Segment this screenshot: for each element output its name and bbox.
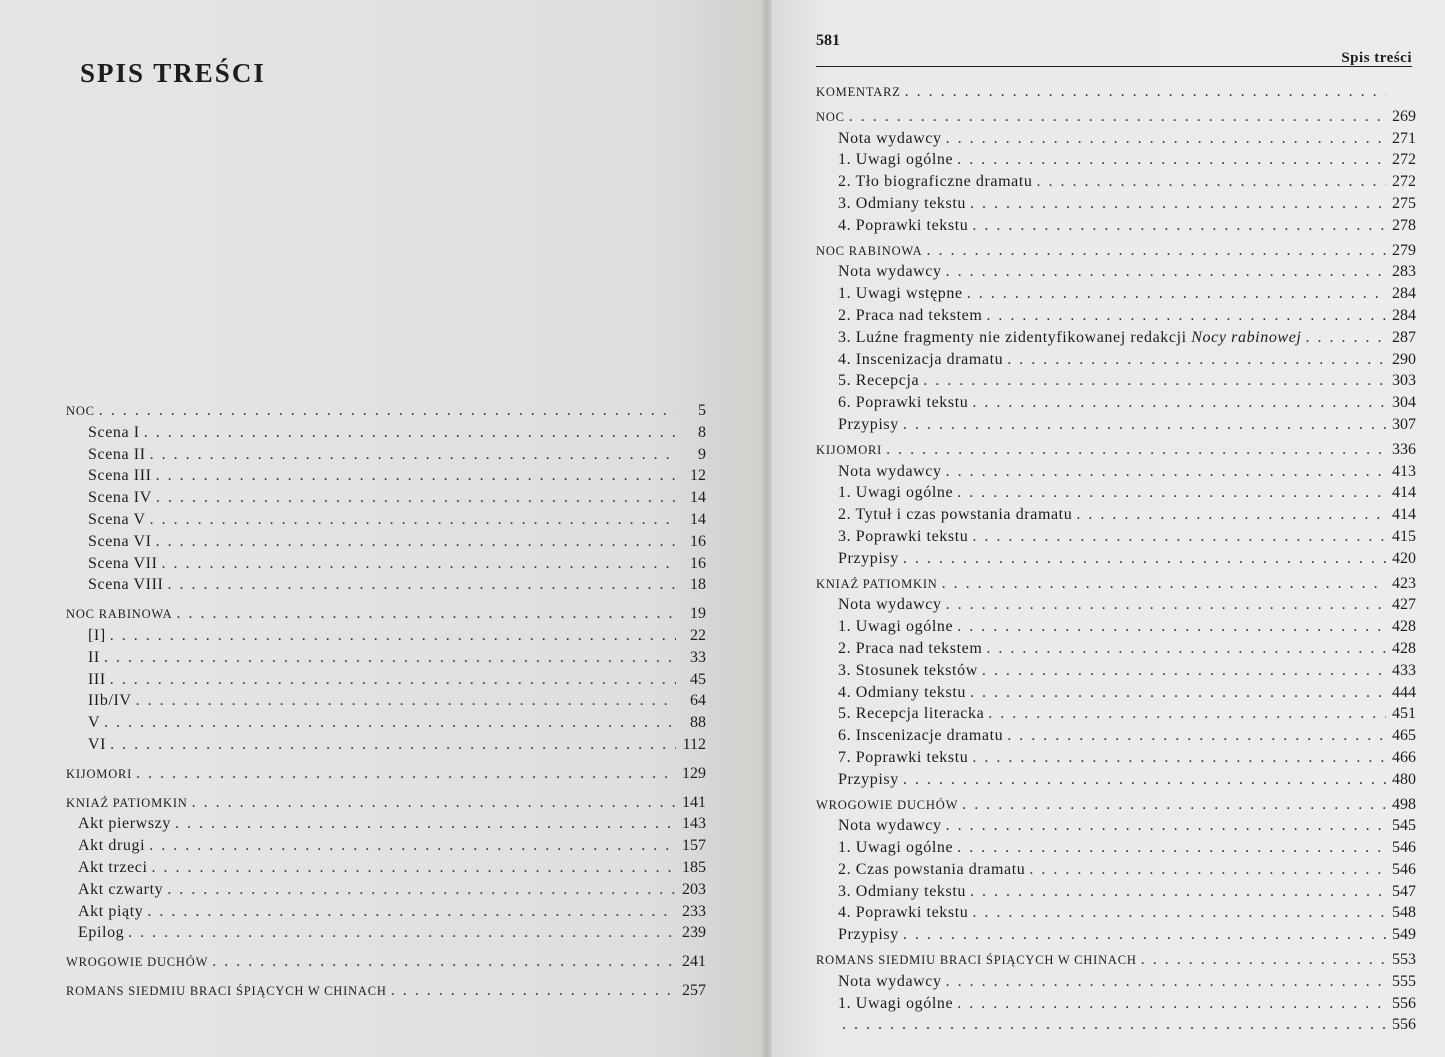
toc-subentry	[66, 669, 706, 691]
toc-subentry	[816, 392, 1416, 414]
dot-leader	[110, 669, 676, 691]
toc-page-number: 466	[1392, 748, 1416, 766]
toc-section-entry	[816, 240, 1416, 262]
toc-page-number: 12	[690, 467, 706, 485]
toc-entry-title: 3. Luźne fragmenty nie zidentyfikowanej redakcji Nocy rabinowej	[838, 328, 1302, 346]
toc-subentry	[816, 971, 1416, 993]
toc-subentry	[816, 660, 1416, 682]
toc-page-number: 414	[1392, 506, 1416, 524]
toc-subentry	[66, 712, 706, 734]
dot-leader	[926, 240, 1386, 262]
dot-leader	[957, 482, 1386, 504]
toc-subentry	[816, 725, 1416, 747]
toc-subentry	[66, 647, 706, 669]
toc-subentry	[816, 193, 1416, 215]
toc-subentry	[816, 504, 1416, 526]
toc-entry-title: Przypisy	[838, 770, 899, 788]
toc-page-number: 414	[1392, 484, 1416, 502]
dot-leader	[104, 647, 676, 669]
dot-leader	[1076, 504, 1386, 526]
toc-entry-title: Scena III	[88, 467, 152, 485]
toc-entry-title: KIJOMORI	[66, 766, 133, 781]
toc-entry-title: 3. Poprawki tekstu	[838, 527, 969, 545]
toc-entry-title: VI	[88, 735, 107, 753]
toc-page-number: 290	[1392, 350, 1416, 368]
dot-leader	[886, 439, 1386, 461]
toc-page-number: 283	[1392, 263, 1416, 281]
toc-page-number: 269	[1392, 107, 1416, 125]
toc-section-entry	[816, 949, 1416, 971]
toc-entry-title: 4. Inscenizacja dramatu	[838, 350, 1004, 368]
dot-leader	[147, 901, 676, 923]
toc-page-number: 307	[1392, 415, 1416, 433]
toc-page-number: 287	[1392, 328, 1416, 346]
toc-subentry	[816, 769, 1416, 791]
toc-page-number: 336	[1392, 440, 1416, 458]
toc-entry-title: KOMENTARZ	[816, 85, 901, 99]
toc-subentry	[816, 1014, 1416, 1036]
toc-page-number: 428	[1392, 639, 1416, 657]
dot-leader	[176, 603, 676, 625]
toc-entry-title: Nota wydawcy	[838, 263, 942, 281]
toc-subentry	[66, 531, 706, 553]
dot-leader	[167, 879, 676, 901]
toc-entry-title: Akt pierwszy	[78, 815, 171, 833]
toc-subentry	[816, 526, 1416, 548]
toc-entry-title: Nota wydawcy	[838, 817, 942, 835]
dot-leader	[150, 444, 676, 466]
toc-subentry	[816, 616, 1416, 638]
toc-subentry	[66, 734, 706, 756]
toc-subentry	[66, 422, 706, 444]
toc-subentry	[66, 835, 706, 857]
toc-page-number: 427	[1392, 596, 1416, 614]
toc-subentry	[816, 837, 1416, 859]
dot-leader	[982, 660, 1386, 682]
dot-leader	[136, 690, 676, 712]
toc-page-number: 546	[1392, 839, 1416, 857]
toc-page-number: 279	[1392, 241, 1416, 259]
toc-entry-title: III	[88, 670, 106, 688]
toc-entry-title: II	[88, 648, 100, 666]
dot-leader	[1029, 859, 1386, 881]
dot-leader	[972, 526, 1386, 548]
toc-page-number: 141	[682, 793, 706, 811]
toc-entry-title: 1. Uwagi ogólne	[838, 484, 954, 502]
dot-leader	[905, 81, 1386, 103]
toc-section-entry	[66, 400, 706, 422]
toc-entry-title: 3. Odmiany tekstu	[838, 882, 966, 900]
dot-leader	[167, 574, 676, 596]
dot-leader	[946, 971, 1386, 993]
toc-entry-title: 3. Odmiany tekstu	[838, 194, 966, 212]
toc-entry-title: 3. Stosunek tekstów	[838, 661, 978, 679]
toc-entry-title: V	[88, 714, 101, 732]
dot-leader	[1007, 725, 1386, 747]
toc-entry-title: Scena VII	[88, 554, 158, 572]
dot-leader	[942, 573, 1386, 595]
toc-entry-title: 1. Uwagi ogólne	[838, 151, 954, 169]
toc-page-number: 545	[1392, 817, 1416, 835]
toc-page-number: 129	[682, 764, 706, 782]
dot-leader	[150, 509, 676, 531]
toc-entry-title: KNIAŹ PATIOMKIN	[816, 576, 938, 591]
toc-page-number: 304	[1392, 394, 1416, 412]
toc-page-number: 16	[690, 554, 706, 572]
dot-leader	[972, 215, 1386, 237]
toc-page-number: 451	[1392, 705, 1416, 723]
toc-page-number: 278	[1392, 216, 1416, 234]
dot-leader	[972, 392, 1386, 414]
toc-subentry	[816, 859, 1416, 881]
toc-subentry	[816, 414, 1416, 436]
toc-entry-title: Nota wydawcy	[838, 972, 942, 990]
page-number: 581	[816, 32, 840, 49]
toc-entry-title: 1. Uwagi ogólne	[838, 839, 954, 857]
toc-entry-title: Scena VIII	[88, 576, 164, 594]
toc-entry-title: 2. Praca nad tekstem	[838, 306, 983, 324]
toc-page-number: 9	[698, 445, 706, 463]
toc-entry-title: 6. Poprawki tekstu	[838, 394, 969, 412]
running-head-title: Spis treści	[1341, 50, 1412, 66]
toc-entry-title: Nota wydawcy	[838, 596, 942, 614]
toc-page-number: 112	[682, 735, 706, 753]
toc-subentry	[66, 879, 706, 901]
toc-subentry	[816, 902, 1416, 924]
toc-section-entry	[66, 763, 706, 785]
toc-page-number: 555	[1392, 972, 1416, 990]
toc-page-number: 5	[698, 402, 706, 419]
toc-section-entry	[816, 106, 1416, 128]
toc-entry-title: Scena VI	[88, 532, 152, 550]
toc-subentry	[66, 857, 706, 879]
dot-leader	[156, 465, 676, 487]
dot-leader	[104, 712, 676, 734]
toc-page-number: 88	[690, 714, 706, 732]
dot-leader	[986, 305, 1386, 327]
dot-leader	[903, 414, 1386, 436]
dot-leader	[175, 813, 676, 835]
toc-subentry	[816, 924, 1416, 946]
toc-page-number: 45	[690, 670, 706, 688]
toc-page-number: 33	[690, 648, 706, 666]
toc-entry-title: Przypisy	[838, 549, 899, 567]
toc-entry-title: Nota wydawcy	[838, 462, 942, 480]
dot-leader	[1007, 349, 1386, 371]
toc-page-number: 546	[1392, 860, 1416, 878]
toc-page-number: 275	[1392, 194, 1416, 212]
dot-leader	[903, 924, 1386, 946]
dot-leader	[970, 881, 1386, 903]
toc-entry-title: Scena IV	[88, 489, 152, 507]
dot-leader	[149, 835, 676, 857]
dot-leader	[970, 682, 1386, 704]
toc-entry-title: 4. Poprawki tekstu	[838, 216, 969, 234]
dot-leader	[110, 625, 676, 647]
dot-leader	[391, 980, 676, 1002]
toc-section-entry	[816, 439, 1416, 461]
toc-section-entry	[816, 794, 1416, 816]
toc-subentry	[816, 548, 1416, 570]
toc-page-number: 428	[1392, 618, 1416, 636]
toc-page-number: 272	[1392, 151, 1416, 169]
toc-subentry	[816, 171, 1416, 193]
toc-entry-title: KNIAŹ PATIOMKIN	[66, 795, 188, 810]
toc-entry-title: 2. Tło biograficzne dramatu	[838, 173, 1033, 191]
toc-entry-title: 2. Praca nad tekstem	[838, 639, 983, 657]
toc-entry-title: NOC RABINOWA	[816, 243, 923, 258]
toc-entry-title: 1. Uwagi ogólne	[838, 618, 954, 636]
toc-entry-title: Akt czwarty	[78, 880, 164, 898]
toc-entry-title: 1. Uwagi ogólne	[838, 994, 954, 1012]
dot-leader	[99, 400, 676, 422]
dot-leader	[1305, 327, 1386, 349]
toc-subentry	[816, 881, 1416, 903]
toc-section-entry	[66, 980, 706, 1002]
dot-leader	[156, 531, 676, 553]
toc-title: SPIS TREŚCI	[80, 58, 266, 88]
toc-page-number: 143	[682, 815, 706, 833]
toc-page-number: 284	[1392, 285, 1416, 303]
toc-page-number: 239	[682, 924, 706, 942]
dot-leader	[957, 149, 1386, 171]
toc-entry-title: NOC	[66, 404, 95, 418]
dot-leader	[946, 461, 1386, 483]
toc-entry-title: Przypisy	[838, 415, 899, 433]
toc-entry-title: 1. Uwagi wstępne	[838, 285, 963, 303]
toc-entry-title: Scena V	[88, 510, 146, 528]
dot-leader	[972, 902, 1386, 924]
toc-page-number: 64	[690, 692, 706, 710]
toc-page-number: 185	[682, 858, 706, 876]
dot-leader	[988, 703, 1386, 725]
toc-page-number: 203	[682, 880, 706, 898]
dot-leader	[903, 769, 1386, 791]
dot-leader	[957, 993, 1386, 1015]
toc-subentry	[816, 128, 1416, 150]
toc-subentry	[816, 682, 1416, 704]
toc-entry-title: IIb/IV	[88, 692, 132, 710]
dot-leader	[144, 422, 676, 444]
toc-subentry	[816, 370, 1416, 392]
toc-page-number: 433	[1392, 661, 1416, 679]
toc-entry-title: Nota wydawcy	[838, 129, 942, 147]
dot-leader	[903, 548, 1386, 570]
toc-page-number: 420	[1392, 549, 1416, 567]
toc-page-number: 498	[1392, 795, 1416, 813]
toc-entry-title: WROGOWIE DUCHÓW	[66, 955, 209, 970]
toc-subentry	[66, 574, 706, 596]
toc-subentry	[66, 901, 706, 923]
dot-leader	[152, 857, 676, 879]
toc-subentry	[66, 487, 706, 509]
book-gutter	[762, 0, 772, 1057]
toc-subentry	[816, 815, 1416, 837]
toc-entry-title: 2. Czas powstania dramatu	[838, 860, 1026, 878]
toc-entry-title: Akt drugi	[78, 837, 146, 855]
toc-entry-italic-title: Nocy rabinowej	[1191, 328, 1302, 346]
toc-entry-title: ROMANS SIEDMIU BRACI ŚPIĄCYCH W CHINACH	[66, 983, 387, 998]
toc-page-number: 8	[698, 423, 706, 441]
toc-subentry	[816, 461, 1416, 483]
dot-leader	[970, 193, 1386, 215]
dot-leader	[192, 792, 676, 814]
toc-entry-title: Scena II	[88, 445, 146, 463]
toc-page-number: 18	[690, 576, 706, 594]
toc-subentry	[816, 482, 1416, 504]
toc-entry-title: 2. Tytuł i czas powstania dramatu	[838, 506, 1073, 524]
toc-subentry	[66, 509, 706, 531]
toc-subentry	[66, 922, 706, 944]
toc-subentry	[816, 261, 1416, 283]
toc-page-number: 465	[1392, 727, 1416, 745]
toc-page-number: 241	[682, 953, 706, 971]
dot-leader	[946, 261, 1386, 283]
toc-subentry	[816, 993, 1416, 1015]
dot-leader	[946, 594, 1386, 616]
toc-entry-title: ROMANS SIEDMIU BRACI ŚPIĄCYCH W CHINACH	[816, 953, 1137, 968]
toc-entry-title: 5. Recepcja	[838, 372, 920, 390]
toc-entry-title: NOC	[816, 109, 845, 124]
toc-entry-title: Epilog	[78, 924, 125, 942]
toc-subentry	[816, 149, 1416, 171]
toc-left-list	[66, 400, 706, 1002]
toc-page-number: 14	[690, 489, 706, 507]
toc-subentry	[816, 747, 1416, 769]
toc-subentry	[66, 625, 706, 647]
toc-subentry	[66, 553, 706, 575]
dot-leader	[162, 553, 676, 575]
toc-page-number: 19	[690, 605, 706, 623]
dot-leader	[967, 283, 1386, 305]
toc-subentry	[816, 638, 1416, 660]
toc-page-number: 548	[1392, 904, 1416, 922]
dot-leader	[923, 370, 1386, 392]
toc-entry-title: Scena I	[88, 423, 140, 441]
dot-leader	[849, 106, 1386, 128]
dot-leader	[156, 487, 676, 509]
toc-section-entry	[66, 603, 706, 625]
toc-subentry	[816, 305, 1416, 327]
toc-page-number: 271	[1392, 129, 1416, 147]
dot-leader	[962, 794, 1386, 816]
toc-entry-title: 4. Odmiany tekstu	[838, 683, 966, 701]
dot-leader	[946, 815, 1386, 837]
toc-entry-title: Przypisy	[838, 926, 899, 944]
toc-entry-title: [I]	[88, 626, 106, 644]
dot-leader	[986, 638, 1386, 660]
toc-page-number: 480	[1392, 770, 1416, 788]
toc-section-entry	[816, 81, 1416, 103]
toc-page-number: 157	[682, 837, 706, 855]
toc-subentry	[66, 813, 706, 835]
toc-page-number: 272	[1392, 173, 1416, 191]
dot-leader	[136, 763, 676, 785]
toc-section-entry	[66, 951, 706, 973]
toc-subentry	[816, 215, 1416, 237]
dot-leader	[957, 837, 1386, 859]
toc-page-number: 284	[1392, 306, 1416, 324]
toc-page-number: 16	[690, 532, 706, 550]
toc-page-number: 547	[1392, 882, 1416, 900]
toc-page-number: 556	[1392, 994, 1416, 1012]
toc-subentry	[66, 465, 706, 487]
toc-subentry	[816, 327, 1416, 349]
toc-page-number: 423	[1392, 574, 1416, 592]
toc-section-entry	[816, 573, 1416, 595]
toc-page-number: 413	[1392, 462, 1416, 480]
toc-entry-title: KIJOMORI	[816, 442, 883, 457]
toc-subentry	[816, 349, 1416, 371]
toc-entry-title: WROGOWIE DUCHÓW	[816, 797, 959, 812]
dot-leader	[972, 747, 1386, 769]
dot-leader	[128, 922, 676, 944]
dot-leader	[957, 616, 1386, 638]
toc-page-number: 22	[690, 626, 706, 644]
toc-page-number: 257	[682, 981, 706, 999]
toc-page-number: 303	[1392, 372, 1416, 390]
dot-leader	[946, 128, 1386, 150]
toc-entry-title: NOC RABINOWA	[66, 607, 173, 622]
toc-page-number: 415	[1392, 527, 1416, 545]
toc-subentry	[816, 594, 1416, 616]
toc-page-number: 444	[1392, 683, 1416, 701]
toc-entry-title: Akt trzeci	[78, 858, 148, 876]
toc-subentry	[66, 444, 706, 466]
toc-entry-title: 4. Poprawki tekstu	[838, 904, 969, 922]
dot-leader	[842, 1014, 1386, 1036]
dot-leader	[110, 734, 676, 756]
toc-entry-title: 6. Inscenizacje dramatu	[838, 727, 1004, 745]
toc-page-number: 553	[1392, 951, 1416, 969]
toc-page-number: 233	[682, 902, 706, 920]
dot-leader	[1037, 171, 1386, 193]
toc-page-number: 556	[1392, 1016, 1416, 1034]
toc-entry-title: Akt piąty	[78, 902, 144, 920]
toc-entry-title: 5. Recepcja literacka	[838, 705, 985, 723]
toc-subentry	[816, 283, 1416, 305]
toc-right-list	[816, 78, 1416, 1036]
toc-subentry	[816, 703, 1416, 725]
toc-page-number: 549	[1392, 926, 1416, 944]
toc-section-entry	[66, 792, 706, 814]
dot-leader	[1141, 949, 1386, 971]
running-header	[816, 30, 1412, 67]
dot-leader	[212, 951, 676, 973]
toc-subentry	[66, 690, 706, 712]
toc-entry-title: 7. Poprawki tekstu	[838, 748, 969, 766]
toc-page-number: 14	[690, 510, 706, 528]
